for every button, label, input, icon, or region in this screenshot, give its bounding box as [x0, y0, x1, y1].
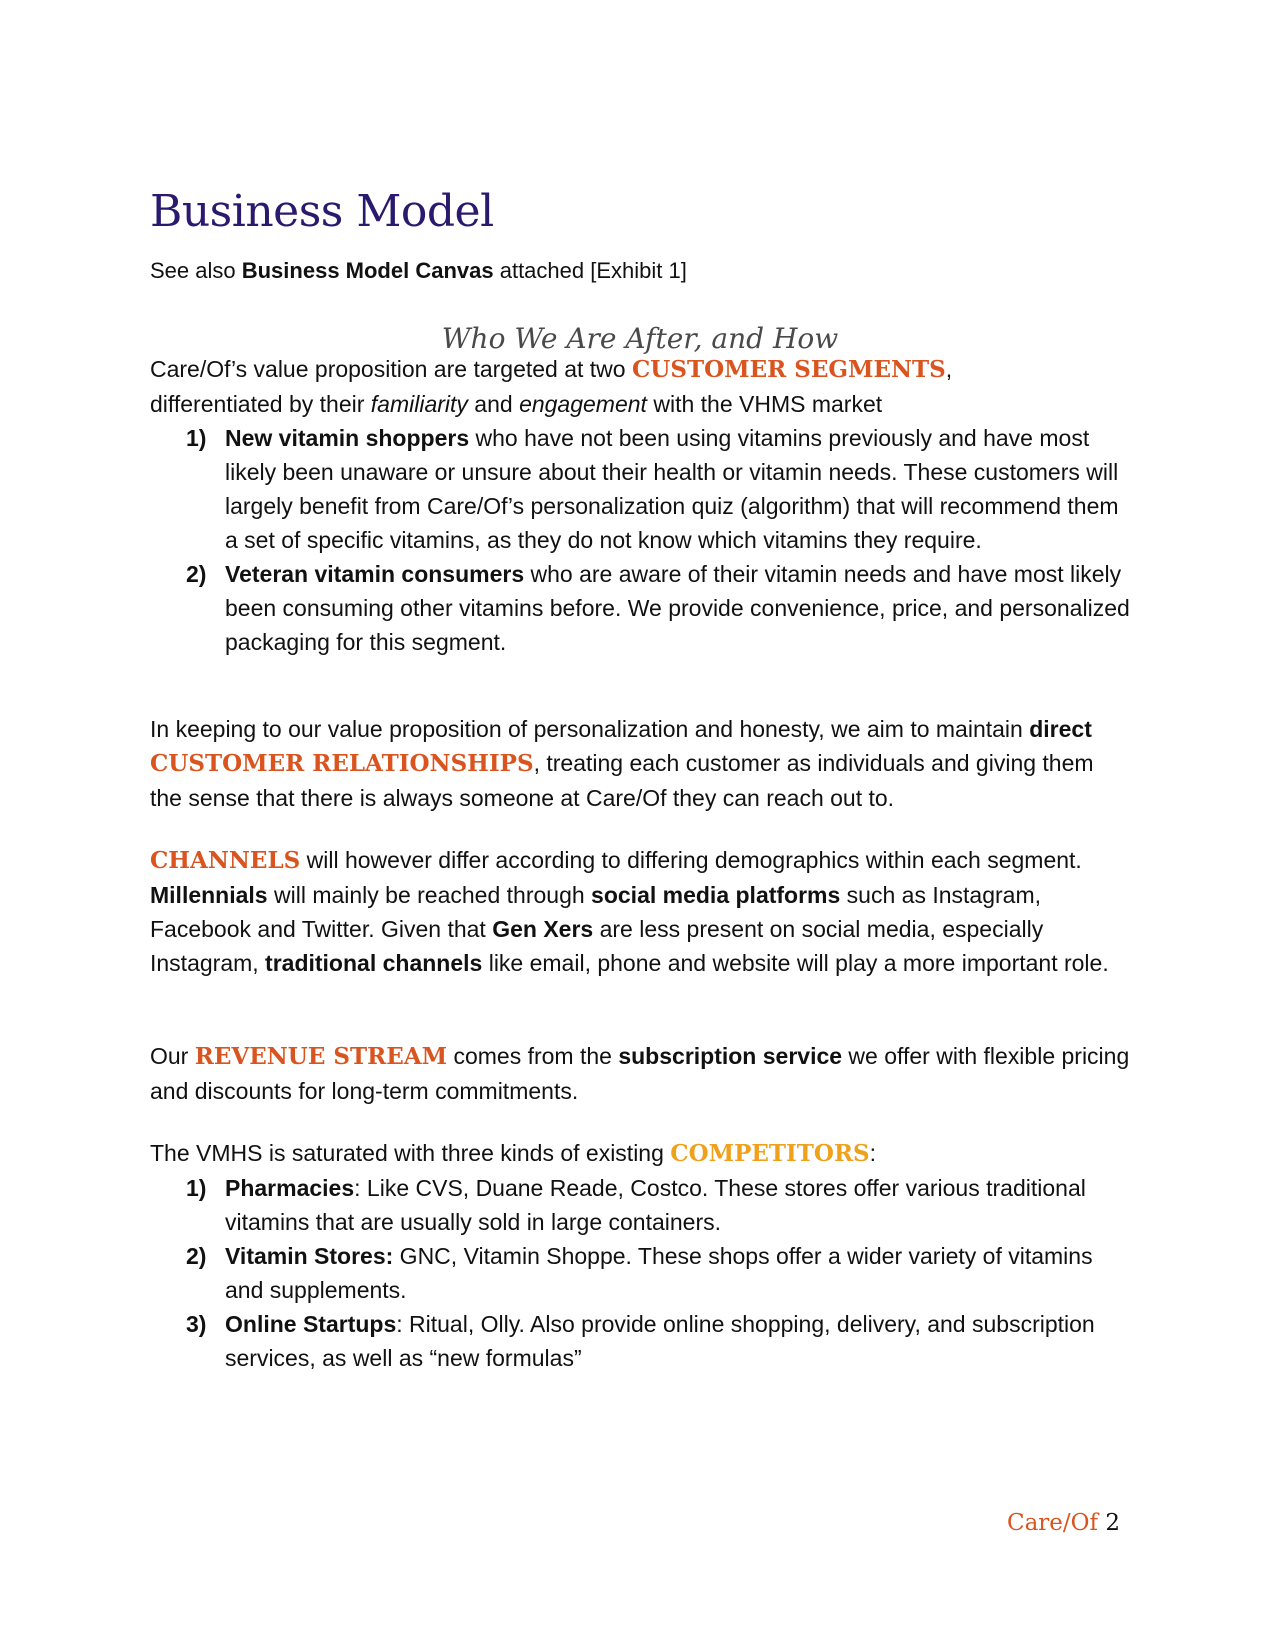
relationships-text-end: , treating each customer as individuals and giving them the sense that there is always someone at Care/Of they can reach out to.	[150, 750, 1094, 811]
list-number: 2)	[186, 561, 207, 587]
segments-list	[150, 421, 1130, 659]
channels-text: are less present on social media, especially Instagram,	[150, 916, 1044, 976]
see-also-prefix: See also	[150, 258, 242, 283]
subscription-service-bold: subscription service	[618, 1043, 843, 1069]
page-footer	[870, 1510, 1120, 1536]
segment-description: who are aware of their vitamin needs and have most likely been consuming other vitamins before. We provide convenience, price, and personalized packaging for this segment.	[225, 561, 1130, 655]
list-number: 2)	[186, 1243, 207, 1269]
segment-name: Veteran vitamin consumers	[225, 561, 525, 587]
revenue-text: we offer with flexible pricing and discounts for long-term commitments.	[150, 1043, 1130, 1104]
competitor-description: GNC, Vitamin Shoppe. These shops offer a wider variety of vitamins and supplements.	[225, 1243, 1093, 1303]
channels-highlight: CHANNELS	[150, 847, 301, 874]
customer-relationships-highlight: CUSTOMER RELATIONSHIPS	[150, 750, 534, 777]
segments-intro	[150, 352, 1130, 421]
social-media-bold: social media platforms	[591, 882, 841, 908]
competitors-highlight: COMPETITORS	[670, 1140, 870, 1167]
list-item	[150, 557, 1130, 659]
channels-text: will mainly be reached through	[267, 882, 592, 908]
list-number: 1)	[186, 425, 207, 451]
competitors-intro-text: The VMHS is saturated with three kinds of existing	[150, 1140, 671, 1166]
page-title: Business Model	[150, 186, 494, 237]
list-item	[150, 1171, 1130, 1239]
competitors-intro	[150, 1136, 1130, 1171]
gen-xers-bold: Gen Xers	[492, 916, 594, 942]
competitors-section	[150, 1136, 1130, 1375]
segments-section	[150, 352, 1130, 659]
revenue-paragraph	[150, 1039, 1130, 1108]
competitor-type: Online Startups	[225, 1311, 397, 1337]
competitor-description: : Like CVS, Duane Reade, Costco. These stores offer various traditional vitamins that are usually sold in large containers.	[225, 1175, 1086, 1235]
revenue-text: comes from the	[447, 1043, 619, 1069]
direct-bold: direct	[1029, 716, 1092, 742]
competitors-list	[150, 1171, 1130, 1375]
list-number: 3)	[186, 1311, 207, 1337]
footer-brand: Care/Of	[1007, 1510, 1099, 1536]
section-subtitle: Who We Are After, and How	[441, 322, 839, 355]
see-also-line	[150, 258, 687, 284]
competitor-type: Pharmacies	[225, 1175, 355, 1201]
relationships-paragraph	[150, 712, 1130, 815]
competitors-intro-colon: :	[869, 1140, 877, 1166]
millennials-bold: Millennials	[150, 882, 268, 908]
segments-intro-line2: differentiated by their	[150, 391, 371, 417]
list-item	[150, 1307, 1130, 1375]
see-also-canvas-link: Business Model Canvas	[241, 258, 494, 283]
channels-text: will however differ according to differing demographics within each segment.	[300, 847, 1082, 873]
familiarity-italic: familiarity	[370, 391, 468, 417]
customer-segments-highlight: CUSTOMER SEGMENTS	[631, 356, 946, 383]
list-number: 1)	[186, 1175, 207, 1201]
revenue-stream-highlight: REVENUE STREAM	[194, 1043, 448, 1070]
see-also-suffix: attached [Exhibit 1]	[493, 258, 687, 283]
revenue-text: Our	[150, 1043, 195, 1069]
channels-text: such as Instagram, Facebook and Twitter. Given that	[150, 882, 1041, 942]
competitor-type: Vitamin Stores:	[225, 1243, 394, 1269]
segments-intro-and: and	[467, 391, 520, 417]
segments-intro-text: Care/Of’s value proposition are targeted at two	[150, 356, 632, 382]
page-number: 2	[1105, 1510, 1120, 1536]
segments-intro-comma: ,	[945, 356, 953, 382]
list-item	[150, 421, 1130, 557]
relationships-text: In keeping to our value proposition of personalization and honesty, we aim to maintain	[150, 716, 1030, 742]
competitor-description: : Ritual, Olly. Also provide online shopping, delivery, and subscription services, as well as “new formulas”	[225, 1311, 1095, 1371]
segment-name: New vitamin shoppers	[225, 425, 470, 451]
channels-paragraph	[150, 843, 1130, 980]
segments-intro-end: with the VHMS market	[646, 391, 883, 417]
segment-description: who have not been using vitamins previously and have most likely been unaware or unsure about their health or vitamin needs. These customers will largely benefit from Care/Of’s personalization quiz (algorithm) that will recommend them a set of specific vitamins, as they do not know which vitamins they require.	[225, 425, 1119, 553]
engagement-italic: engagement	[519, 391, 647, 417]
traditional-channels-bold: traditional channels	[265, 950, 483, 976]
channels-text: like email, phone and website will play a more important role.	[482, 950, 1109, 976]
list-item	[150, 1239, 1130, 1307]
